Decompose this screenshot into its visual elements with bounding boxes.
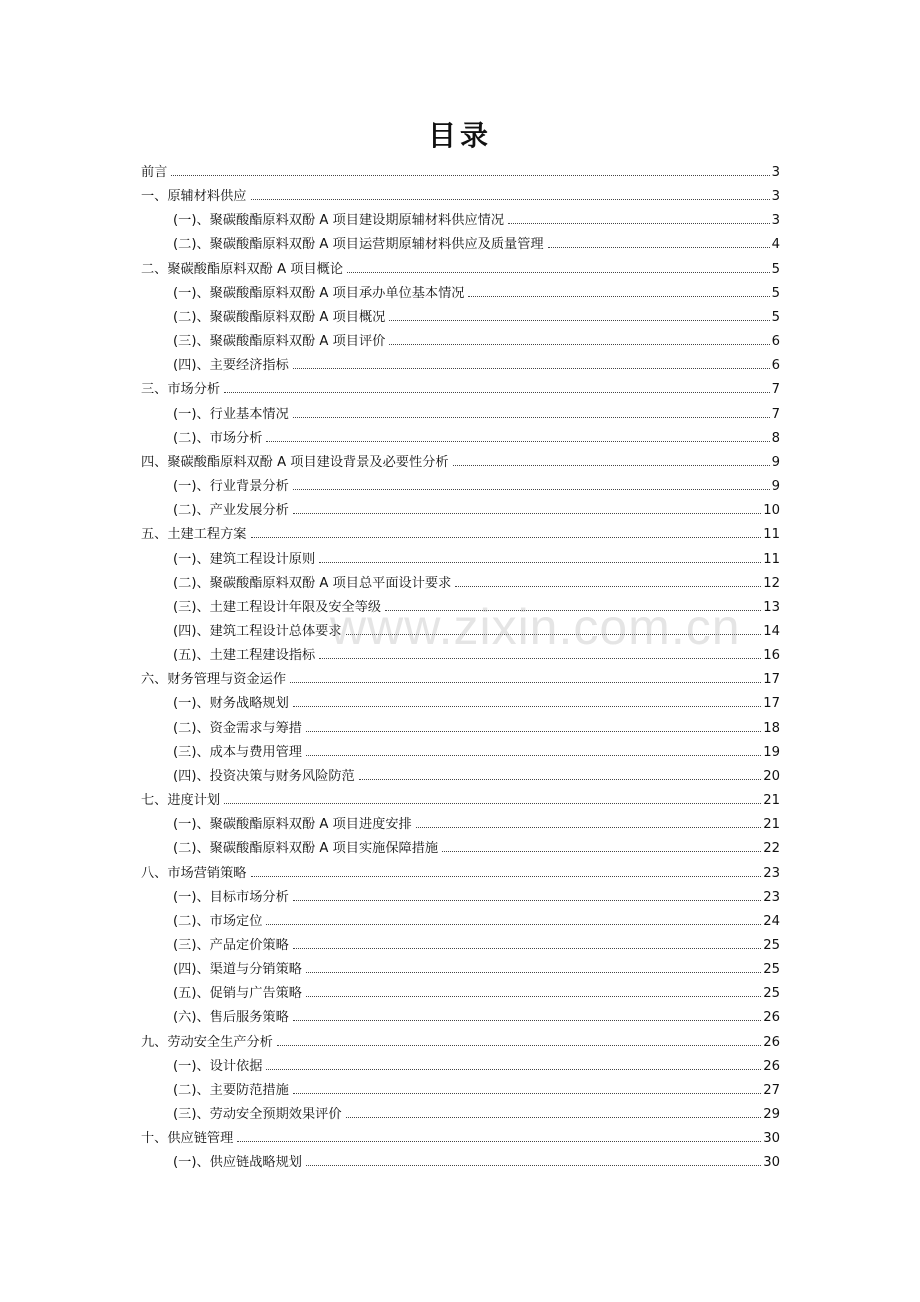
toc-subentry[interactable] xyxy=(141,743,780,767)
dot-leader xyxy=(251,875,762,877)
toc-page-number: 8 xyxy=(771,430,780,446)
toc-page-number: 5 xyxy=(771,261,780,277)
toc-entry-text: (三)、劳动安全预期效果评价 xyxy=(173,1107,342,1123)
dot-leader xyxy=(389,343,769,345)
toc-entry[interactable] xyxy=(141,525,780,549)
toc-entry-text: (四)、主要经济指标 xyxy=(173,358,289,374)
toc-page-number: 6 xyxy=(771,334,780,350)
toc-entry-text: (二)、资金需求与筹措 xyxy=(173,720,302,736)
dot-leader xyxy=(319,657,761,659)
toc-entry-text: (四)、投资决策与财务风险防范 xyxy=(173,768,355,784)
toc-page-number: 5 xyxy=(771,309,780,325)
dot-leader xyxy=(293,1092,761,1094)
dot-leader xyxy=(251,536,762,538)
toc-entry-text: 二、聚碳酸酯原料双酚 A 项目概论 xyxy=(141,261,344,277)
toc-page-number: 21 xyxy=(763,793,780,809)
toc-entry-text: 三、市场分析 xyxy=(141,382,221,398)
dot-leader xyxy=(347,271,770,273)
dot-leader xyxy=(455,585,761,587)
toc-page-number: 26 xyxy=(763,1034,780,1050)
toc-subentry[interactable] xyxy=(141,429,780,453)
toc-subentry[interactable] xyxy=(141,936,780,960)
toc-subentry[interactable] xyxy=(141,332,780,356)
toc-entry-text: (二)、聚碳酸酯原料双酚 A 项目运营期原辅材料供应及质量管理 xyxy=(173,237,544,253)
dot-leader xyxy=(266,440,769,442)
toc-page-number: 21 xyxy=(763,817,780,833)
dot-leader xyxy=(385,609,761,611)
toc-page-number: 17 xyxy=(763,672,780,688)
toc-subentry[interactable] xyxy=(141,574,780,598)
toc-subentry[interactable] xyxy=(141,767,780,791)
toc-subentry[interactable] xyxy=(141,308,780,332)
toc-page-number: 22 xyxy=(763,841,780,857)
toc-page-number: 11 xyxy=(763,527,780,543)
toc-subentry[interactable] xyxy=(141,1057,780,1081)
toc-entry-text: (二)、聚碳酸酯原料双酚 A 项目总平面设计要求 xyxy=(173,575,452,591)
toc-page-number: 7 xyxy=(771,406,780,422)
toc-subentry[interactable] xyxy=(141,694,780,718)
dot-leader xyxy=(293,1019,761,1021)
toc-entry-text: (四)、建筑工程设计总体要求 xyxy=(173,623,342,639)
toc-entry-text: (一)、供应链战略规划 xyxy=(173,1155,302,1171)
toc-entry-text: 前言 xyxy=(141,165,168,180)
toc-page-number: 6 xyxy=(771,358,780,374)
toc-entry-text: (二)、市场分析 xyxy=(173,430,263,446)
toc-page-number: 25 xyxy=(763,938,780,953)
dot-leader xyxy=(293,899,761,901)
toc-subentry[interactable] xyxy=(141,984,780,1008)
toc-page-number: 10 xyxy=(763,503,780,519)
dot-leader xyxy=(346,633,762,635)
toc-entry-text: (一)、行业背景分析 xyxy=(173,479,289,495)
toc-page-number: 12 xyxy=(763,575,780,591)
dot-leader xyxy=(442,850,761,852)
toc-subentry[interactable] xyxy=(141,211,780,235)
toc-entry[interactable] xyxy=(141,380,780,404)
toc-entry-text: (五)、土建工程建设指标 xyxy=(173,648,316,664)
toc-entry[interactable] xyxy=(141,453,780,477)
toc-entry-text: (五)、促销与广告策略 xyxy=(173,986,302,1002)
toc-subentry[interactable] xyxy=(141,622,780,646)
toc-subentry[interactable] xyxy=(141,815,780,839)
toc-entry-text: (二)、聚碳酸酯原料双酚 A 项目概况 xyxy=(173,309,386,325)
toc-entry-text: 五、土建工程方案 xyxy=(141,527,247,543)
dot-leader xyxy=(389,319,769,321)
toc-subentry[interactable] xyxy=(141,405,780,429)
toc-entry-text: (四)、渠道与分销策略 xyxy=(173,962,302,978)
toc-entry-text: (一)、建筑工程设计原则 xyxy=(173,551,316,567)
toc-page-number: 19 xyxy=(763,744,780,760)
dot-leader xyxy=(293,705,761,707)
toc-subentry[interactable] xyxy=(141,1153,780,1177)
toc-entry-text: (一)、目标市场分析 xyxy=(173,889,289,905)
toc-entry-text: (一)、聚碳酸酯原料双酚 A 项目建设期原辅材料供应情况 xyxy=(173,213,505,229)
dot-leader xyxy=(293,367,770,369)
toc-page-number: 18 xyxy=(763,720,780,736)
toc-page-number: 23 xyxy=(763,865,780,881)
toc-page-number: 30 xyxy=(763,1131,780,1147)
toc-subentry[interactable] xyxy=(141,888,780,912)
toc-entry-text: 八、市场营销策略 xyxy=(141,865,247,881)
toc-subentry[interactable] xyxy=(141,646,780,670)
dot-leader xyxy=(293,947,761,949)
dot-leader xyxy=(306,754,761,756)
toc-entry-text: (一)、聚碳酸酯原料双酚 A 项目进度安排 xyxy=(173,817,412,833)
toc-entry-text: (六)、售后服务策略 xyxy=(173,1010,289,1026)
toc-page-number: 23 xyxy=(763,889,780,905)
dot-leader xyxy=(548,246,770,248)
toc-page-number: 4 xyxy=(771,237,780,253)
dot-leader xyxy=(453,464,770,466)
toc-page-number: 30 xyxy=(763,1155,780,1171)
dot-leader xyxy=(508,222,770,224)
toc-page-number: 3 xyxy=(771,213,780,229)
toc-page-number: 14 xyxy=(763,623,780,639)
dot-leader xyxy=(266,923,761,925)
dot-leader xyxy=(306,730,761,732)
dot-leader xyxy=(224,391,769,393)
toc-entry[interactable] xyxy=(141,670,780,694)
toc-entry[interactable] xyxy=(141,163,780,187)
dot-leader xyxy=(224,802,761,804)
toc-subentry[interactable] xyxy=(141,477,780,501)
toc-entry[interactable] xyxy=(141,187,780,211)
toc-page-number: 25 xyxy=(763,962,780,978)
toc-page-number: 24 xyxy=(763,913,780,929)
toc-entry-text: 十、供应链管理 xyxy=(141,1131,234,1147)
toc-entry[interactable] xyxy=(141,791,780,815)
dot-leader xyxy=(266,1068,761,1070)
toc-entry-text: (一)、聚碳酸酯原料双酚 A 项目承办单位基本情况 xyxy=(173,285,465,301)
dot-leader xyxy=(277,1044,761,1046)
toc-entry-text: (三)、产品定价策略 xyxy=(173,938,289,953)
toc-subentry[interactable] xyxy=(141,598,780,622)
toc-subentry[interactable] xyxy=(141,1081,780,1105)
dot-leader xyxy=(237,1140,761,1142)
toc-subentry[interactable] xyxy=(141,501,780,525)
toc-subentry[interactable] xyxy=(141,1105,780,1129)
table-of-contents xyxy=(141,163,780,1178)
toc-page-number: 11 xyxy=(763,551,780,567)
dot-leader xyxy=(306,1164,761,1166)
toc-entry[interactable] xyxy=(141,1033,780,1057)
toc-page-number: 3 xyxy=(771,189,780,205)
toc-subentry[interactable] xyxy=(141,912,780,936)
toc-page-number: 16 xyxy=(763,648,780,664)
toc-page-number: 13 xyxy=(763,599,780,615)
toc-entry[interactable] xyxy=(141,864,780,888)
toc-page-number: 9 xyxy=(771,479,780,495)
dot-leader xyxy=(306,971,761,973)
toc-page-number: 9 xyxy=(771,454,780,470)
toc-subentry[interactable] xyxy=(141,719,780,743)
toc-page-number: 5 xyxy=(771,285,780,301)
toc-entry-text: (一)、财务战略规划 xyxy=(173,696,289,712)
toc-entry-text: (三)、聚碳酸酯原料双酚 A 项目评价 xyxy=(173,334,386,350)
dot-leader xyxy=(306,995,761,997)
toc-entry-text: (一)、设计依据 xyxy=(173,1058,263,1074)
toc-page-number: 20 xyxy=(763,768,780,784)
toc-entry-text: (一)、行业基本情况 xyxy=(173,406,289,422)
toc-page-number: 25 xyxy=(763,986,780,1002)
toc-entry[interactable] xyxy=(141,1129,780,1153)
dot-leader xyxy=(319,561,761,563)
toc-title: 目录 xyxy=(427,119,492,152)
dot-leader xyxy=(293,416,770,418)
dot-leader xyxy=(416,826,762,828)
toc-subentry[interactable] xyxy=(141,284,780,308)
toc-entry-text: (二)、聚碳酸酯原料双酚 A 项目实施保障措施 xyxy=(173,841,439,857)
toc-entry[interactable] xyxy=(141,260,780,284)
dot-leader xyxy=(468,295,769,297)
toc-entry-text: 一、原辅材料供应 xyxy=(141,189,247,205)
toc-entry-text: 六、财务管理与资金运作 xyxy=(141,672,287,688)
toc-entry-text: (二)、产业发展分析 xyxy=(173,503,289,519)
toc-entry-text: (二)、市场定位 xyxy=(173,913,263,929)
toc-page-number: 17 xyxy=(763,696,780,712)
toc-page-number: 26 xyxy=(763,1010,780,1026)
dot-leader xyxy=(290,681,761,683)
toc-page-number: 7 xyxy=(771,382,780,398)
toc-subentry[interactable] xyxy=(141,356,780,380)
toc-entry-text: (三)、土建工程设计年限及安全等级 xyxy=(173,599,382,615)
toc-entry-text: 四、聚碳酸酯原料双酚 A 项目建设背景及必要性分析 xyxy=(141,454,449,470)
toc-subentry[interactable] xyxy=(141,1008,780,1032)
dot-leader xyxy=(293,488,770,490)
toc-page-number: 26 xyxy=(763,1058,780,1074)
dot-leader xyxy=(293,512,761,514)
toc-subentry[interactable] xyxy=(141,550,780,574)
toc-page-number: 29 xyxy=(763,1107,780,1123)
toc-entry-text: 九、劳动安全生产分析 xyxy=(141,1034,273,1050)
toc-entry-text: (二)、主要防范措施 xyxy=(173,1082,289,1098)
toc-page-number: 27 xyxy=(763,1082,780,1098)
watermark: www.zixin.com.cn xyxy=(330,599,741,655)
toc-entry-text: 七、进度计划 xyxy=(141,793,221,809)
dot-leader xyxy=(251,198,770,200)
dot-leader xyxy=(346,1116,762,1118)
toc-subentry[interactable] xyxy=(141,235,780,259)
dot-leader xyxy=(171,174,769,176)
toc-page-number: 3 xyxy=(771,165,780,180)
dot-leader xyxy=(359,778,761,780)
toc-subentry[interactable] xyxy=(141,960,780,984)
toc-subentry[interactable] xyxy=(141,839,780,863)
toc-entry-text: (三)、成本与费用管理 xyxy=(173,744,302,760)
